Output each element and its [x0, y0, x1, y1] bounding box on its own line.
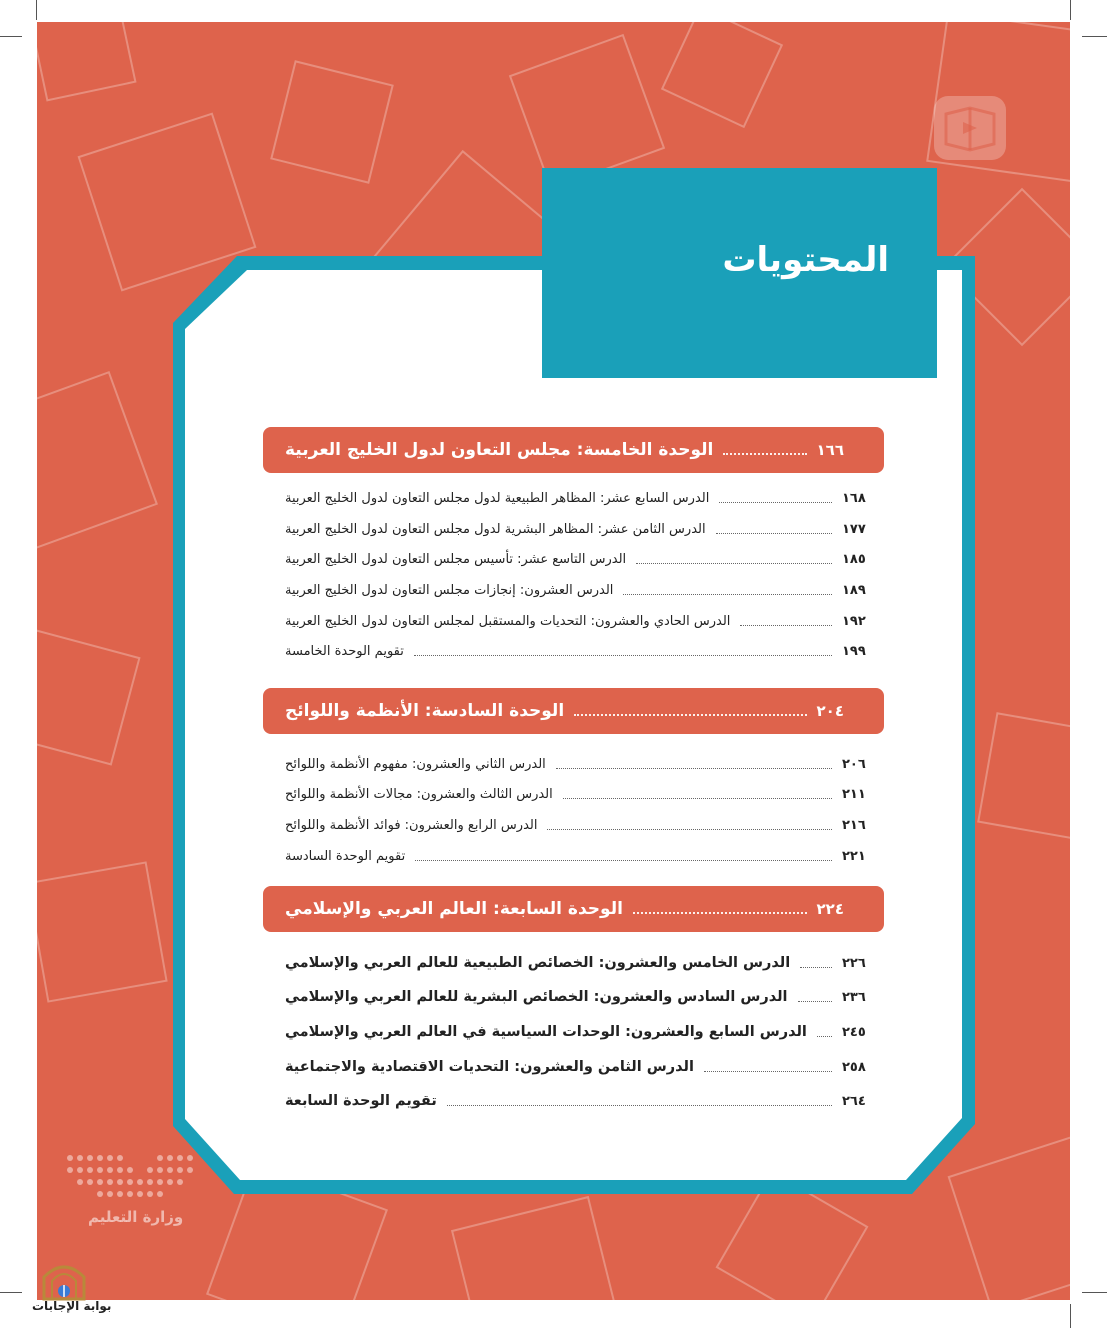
lesson-entry[interactable]: [285, 1055, 870, 1079]
lesson-page-number: ٢٤٥: [842, 1024, 866, 1040]
unit-header[interactable]: [263, 427, 884, 473]
lesson-title: الدرس الحادي والعشرون: التحديات والمستقبل لمجلس التعاون لدول الخليج العربية: [285, 613, 731, 629]
lesson-page-number: ١٨٥: [842, 551, 866, 567]
dot-leader: [415, 860, 832, 861]
dot-leader: [636, 563, 832, 564]
dot-leader: [623, 594, 832, 595]
lesson-entry[interactable]: [285, 752, 870, 776]
lesson-page-number: ١٧٧: [842, 521, 866, 537]
lesson-page-number: ٢٠٦: [842, 756, 866, 772]
dot-leader: [817, 1036, 832, 1037]
title-block: [542, 168, 937, 378]
lesson-title: الدرس العشرون: إنجازات مجلس التعاون لدول الخليج العربية: [285, 582, 614, 598]
lesson-title: الدرس الرابع والعشرون: فوائد الأنظمة واللوائح: [285, 817, 538, 833]
lesson-entry[interactable]: [285, 486, 870, 510]
lesson-title: الدرس السادس والعشرون: الخصائص البشرية للعالم العربي والإسلامي: [285, 989, 788, 1005]
dot-leader: [719, 502, 832, 503]
lesson-page-number: ٢٥٨: [842, 1059, 866, 1075]
lesson-entry[interactable]: [285, 985, 870, 1009]
watermark-text: بوابة الإجابات: [32, 1299, 112, 1313]
dot-leader: [723, 453, 806, 455]
lesson-title: تقويم الوحدة الخامسة: [285, 643, 404, 659]
lesson-page-number: ١٩٢: [842, 613, 866, 629]
lesson-page-number: ٢٢٦: [842, 955, 866, 971]
lesson-page-number: ٢٦٤: [842, 1093, 866, 1109]
lesson-title: الدرس التاسع عشر: تأسيس مجلس التعاون لدول الخليج العربية: [285, 551, 627, 567]
lesson-page-number: ٢١١: [842, 786, 866, 802]
dot-leader: [414, 655, 832, 656]
lesson-title: الدرس الثامن عشر: المظاهر البشرية لدول مجلس التعاون لدول الخليج العربية: [285, 521, 706, 537]
lesson-page-number: ٢١٦: [842, 817, 866, 833]
dot-leader: [800, 967, 832, 968]
lesson-title: الدرس الثامن والعشرون: التحديات الاقتصادية والاجتماعية: [285, 1059, 694, 1075]
lesson-entry[interactable]: [285, 782, 870, 806]
unit-title: الوحدة السابعة: العالم العربي والإسلامي: [285, 899, 623, 919]
lesson-title: الدرس الثاني والعشرون: مفهوم الأنظمة واللوائح: [285, 756, 546, 772]
ministry-logo: [60, 1150, 210, 1260]
lesson-page-number: ١٨٩: [842, 582, 866, 598]
lesson-entry[interactable]: [285, 1089, 870, 1113]
unit-header[interactable]: [263, 886, 884, 932]
lesson-page-number: ١٩٩: [842, 643, 866, 659]
dot-leader: [633, 912, 807, 914]
lesson-title: الدرس الثالث والعشرون: مجالات الأنظمة واللوائح: [285, 786, 553, 802]
ministry-name: وزارة التعليم: [88, 1208, 184, 1226]
lesson-entry[interactable]: [285, 578, 870, 602]
lesson-title: الدرس السابع والعشرون: الوحدات السياسية في العالم العربي والإسلامي: [285, 1024, 807, 1040]
lesson-page-number: ١٦٨: [842, 490, 866, 506]
lesson-page-number: ٢٢١: [842, 848, 866, 864]
dot-leader: [574, 714, 806, 716]
dot-leader: [704, 1071, 832, 1072]
dot-leader: [716, 533, 832, 534]
dot-leader: [447, 1105, 832, 1106]
lesson-entry[interactable]: [285, 844, 870, 868]
unit-page-number: ٢٢٤: [816, 900, 844, 918]
book-badge-icon: [930, 92, 1010, 164]
dot-leader: [547, 829, 832, 830]
dot-leader: [556, 768, 832, 769]
unit-title: الوحدة السادسة: الأنظمة واللوائح: [285, 701, 565, 721]
lesson-title: الدرس السابع عشر: المظاهر الطبيعية لدول مجلس التعاون لدول الخليج العربية: [285, 490, 710, 506]
lesson-entry[interactable]: [285, 547, 870, 571]
lesson-entry[interactable]: [285, 951, 870, 975]
dot-leader: [563, 798, 832, 799]
lesson-title: تقويم الوحدة السابعة: [285, 1093, 437, 1109]
lesson-page-number: ٢٣٦: [842, 989, 866, 1005]
lesson-title: تقويم الوحدة السادسة: [285, 848, 406, 864]
dot-leader: [740, 625, 832, 626]
unit-page-number: ١٦٦: [816, 441, 844, 459]
lesson-entry[interactable]: [285, 639, 870, 663]
dot-leader: [798, 1001, 832, 1002]
lesson-entry[interactable]: [285, 517, 870, 541]
lesson-title: الدرس الخامس والعشرون: الخصائص الطبيعية للعالم العربي والإسلامي: [285, 955, 791, 971]
unit-title: الوحدة الخامسة: مجلس التعاون لدول الخليج العربية: [285, 440, 714, 460]
page-title: المحتويات: [722, 240, 889, 280]
unit-page-number: ٢٠٤: [816, 702, 844, 720]
lesson-entry[interactable]: [285, 609, 870, 633]
unit-header[interactable]: [263, 688, 884, 734]
lesson-entry[interactable]: [285, 813, 870, 837]
ministry-of-education-logo-icon: [60, 1150, 210, 1210]
lesson-entry[interactable]: [285, 1020, 870, 1044]
